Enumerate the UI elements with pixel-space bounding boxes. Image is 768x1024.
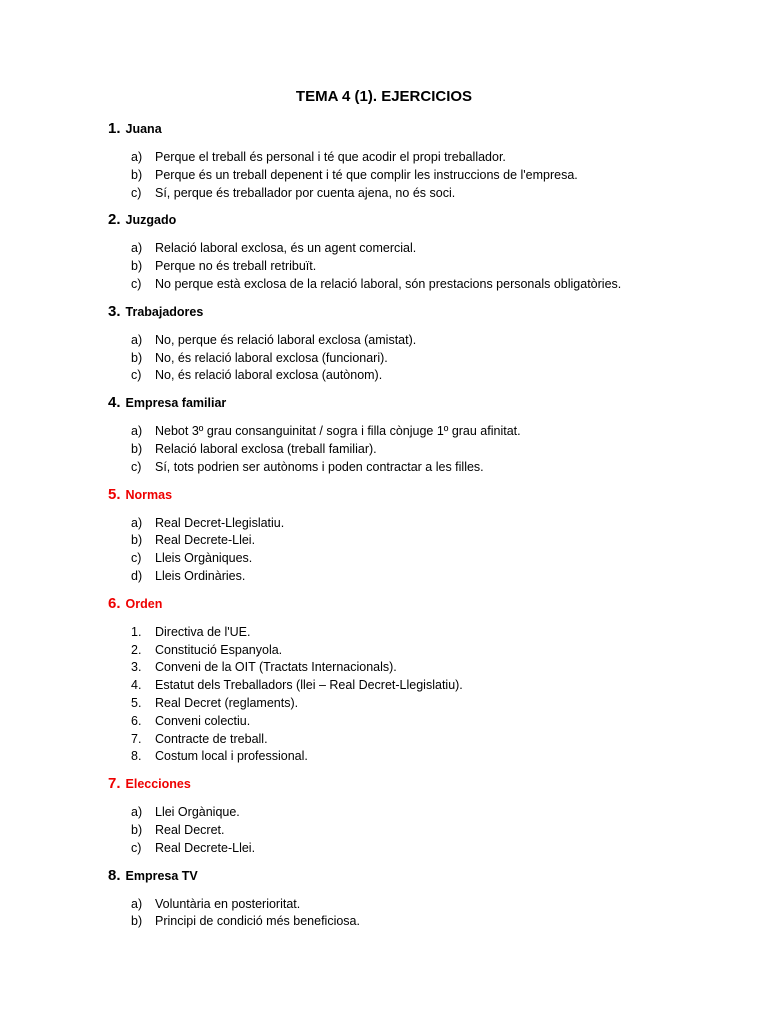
exercise-heading [108, 304, 728, 320]
answer-list [108, 240, 728, 293]
answer-marker: a) [131, 424, 143, 439]
exercise-section-7 [108, 776, 728, 857]
exercise-number: 3. [108, 302, 121, 320]
answer-text: Principi de condició més beneficiosa. [155, 914, 360, 929]
answer-item [108, 367, 728, 385]
exercise-heading [108, 776, 728, 792]
exercise-number: 1. [108, 120, 121, 137]
answer-marker: 7. [131, 731, 142, 746]
answer-marker: 1. [131, 624, 142, 639]
answer-text: Contracte de treball. [155, 731, 268, 746]
answer-text: Costum local i professional. [155, 749, 308, 764]
answer-item [108, 822, 728, 840]
exercise-heading [108, 487, 728, 503]
exercise-title: Elecciones [125, 777, 191, 792]
answer-item [108, 423, 728, 441]
exercise-section-1 [108, 121, 728, 202]
answer-item [108, 167, 728, 185]
exercise-number: 5. [108, 485, 121, 503]
exercise-heading [108, 121, 728, 137]
answer-item [108, 258, 728, 276]
answer-marker: d) [131, 568, 143, 583]
answer-text: Sí, tots podrien ser autònoms i poden contractar a les filles. [155, 459, 484, 474]
answer-item [108, 748, 728, 766]
answer-text: Conveni colectiu. [155, 713, 251, 728]
answer-marker: b) [131, 167, 143, 182]
answer-text: Nebot 3º grau consanguinitat / sogra i filla cònjuge 1º grau afinitat. [155, 424, 521, 439]
exercise-title: Empresa familiar [125, 396, 227, 411]
answer-text: Relació laboral exclosa, és un agent comercial. [155, 241, 417, 256]
answer-list [108, 896, 728, 932]
answer-marker: a) [131, 805, 143, 820]
answer-item [108, 840, 728, 858]
answer-text: Directiva de l'UE. [155, 624, 251, 639]
answer-marker: b) [131, 533, 143, 548]
answer-item [108, 731, 728, 749]
exercise-section-6 [108, 596, 728, 766]
answer-marker: a) [131, 896, 143, 911]
answer-marker: a) [131, 332, 143, 347]
answer-text: Estatut dels Treballadors (llei – Real Decret-Llegislatiu). [155, 678, 463, 693]
answer-text: Perque el treball és personal i té que acodir el propi treballador. [155, 150, 506, 164]
exercise-section-2 [108, 212, 728, 293]
answer-text: Llei Orgànique. [155, 805, 240, 820]
exercise-number: 4. [108, 394, 121, 412]
answer-text: Conveni de la OIT (Tractats Internacionals). [155, 660, 397, 675]
answer-marker: c) [131, 551, 142, 566]
exercise-heading [108, 868, 728, 884]
answer-marker: a) [131, 241, 143, 256]
answer-item [108, 659, 728, 677]
answer-text: No perque està exclosa de la relació laboral, són prestacions personals obligatòries. [155, 276, 622, 291]
answer-marker: 6. [131, 713, 142, 728]
answer-text: Real Decret-Llegislatiu. [155, 515, 285, 530]
exercise-heading [108, 395, 728, 411]
answer-item [108, 804, 728, 822]
answer-item [108, 515, 728, 533]
exercise-number: 6. [108, 594, 121, 612]
exercise-title: Orden [125, 596, 163, 611]
answer-marker: a) [131, 515, 143, 530]
answer-list [108, 515, 728, 586]
answer-item [108, 695, 728, 713]
answer-marker: 5. [131, 695, 142, 710]
exercise-title: Normas [125, 487, 173, 502]
answer-text: Perque és un treball depenent i té que complir les instruccions de l'empresa. [155, 167, 578, 182]
answer-item [108, 568, 728, 586]
answer-item [108, 240, 728, 258]
answer-text: Lleis Ordinàries. [155, 568, 246, 583]
answer-list [108, 423, 728, 476]
answer-text: No, és relació laboral exclosa (funcionari). [155, 350, 388, 365]
answer-text: Constitució Espanyola. [155, 642, 283, 657]
answer-marker: a) [131, 150, 143, 164]
answer-marker: 8. [131, 749, 142, 764]
answer-text: Real Decrete-Llei. [155, 840, 256, 855]
answer-marker: b) [131, 350, 143, 365]
exercise-section-5 [108, 487, 728, 586]
exercise-title: Juana [125, 122, 162, 136]
page-title: TEMA 4 (1). EJERCICIOS [295, 88, 473, 105]
exercise-title: Juzgado [125, 213, 177, 228]
answer-marker: 4. [131, 678, 142, 693]
answer-marker: b) [131, 441, 143, 456]
answer-text: Real Decrete-Llei. [155, 533, 256, 548]
exercise-heading [108, 212, 728, 228]
exercise-number: 7. [108, 775, 121, 793]
answer-item [108, 713, 728, 731]
answer-marker: 2. [131, 642, 142, 657]
answer-item [108, 532, 728, 550]
answer-marker: b) [131, 822, 143, 837]
answer-text: Real Decret. [155, 822, 225, 837]
answer-marker: 3. [131, 660, 142, 675]
answer-item [108, 459, 728, 477]
answer-list [108, 624, 728, 766]
answer-text: No, és relació laboral exclosa (autònom). [155, 368, 383, 383]
exercise-number: 8. [108, 866, 121, 884]
answer-item [108, 149, 728, 167]
answer-marker: c) [131, 368, 142, 383]
exercise-title: Trabajadores [125, 304, 204, 319]
answer-marker: c) [131, 459, 142, 474]
answer-text: Perque no és treball retribuït. [155, 259, 317, 274]
answer-list [108, 149, 728, 202]
answer-text: Sí, perque és treballador por cuenta ajena, no és soci. [155, 185, 456, 200]
answer-marker: b) [131, 259, 143, 274]
answer-list [108, 804, 728, 857]
answer-marker: c) [131, 276, 142, 291]
answer-marker: c) [131, 840, 142, 855]
exercise-list [108, 121, 728, 941]
answer-text: Relació laboral exclosa (treball familiar). [155, 441, 377, 456]
answer-text: Lleis Orgàniques. [155, 551, 253, 566]
answer-marker: c) [131, 185, 142, 200]
answer-item [108, 896, 728, 914]
exercise-section-4 [108, 395, 728, 476]
answer-item [108, 550, 728, 568]
answer-item [108, 642, 728, 660]
answer-list [108, 332, 728, 385]
exercise-title: Empresa TV [125, 868, 198, 883]
answer-item [108, 677, 728, 695]
answer-item [108, 913, 728, 931]
answer-item [108, 350, 728, 368]
exercise-section-8 [108, 868, 728, 932]
answer-item [108, 332, 728, 350]
exercise-heading [108, 596, 728, 612]
answer-text: Voluntària en posterioritat. [155, 896, 301, 911]
answer-item [108, 185, 728, 203]
answer-item [108, 276, 728, 294]
answer-text: No, perque és relació laboral exclosa (amistat). [155, 332, 417, 347]
exercise-number: 2. [108, 211, 121, 229]
answer-marker: b) [131, 914, 143, 929]
answer-item [108, 624, 728, 642]
answer-text: Real Decret (reglaments). [155, 695, 299, 710]
answer-item [108, 441, 728, 459]
exercise-section-3 [108, 304, 728, 385]
